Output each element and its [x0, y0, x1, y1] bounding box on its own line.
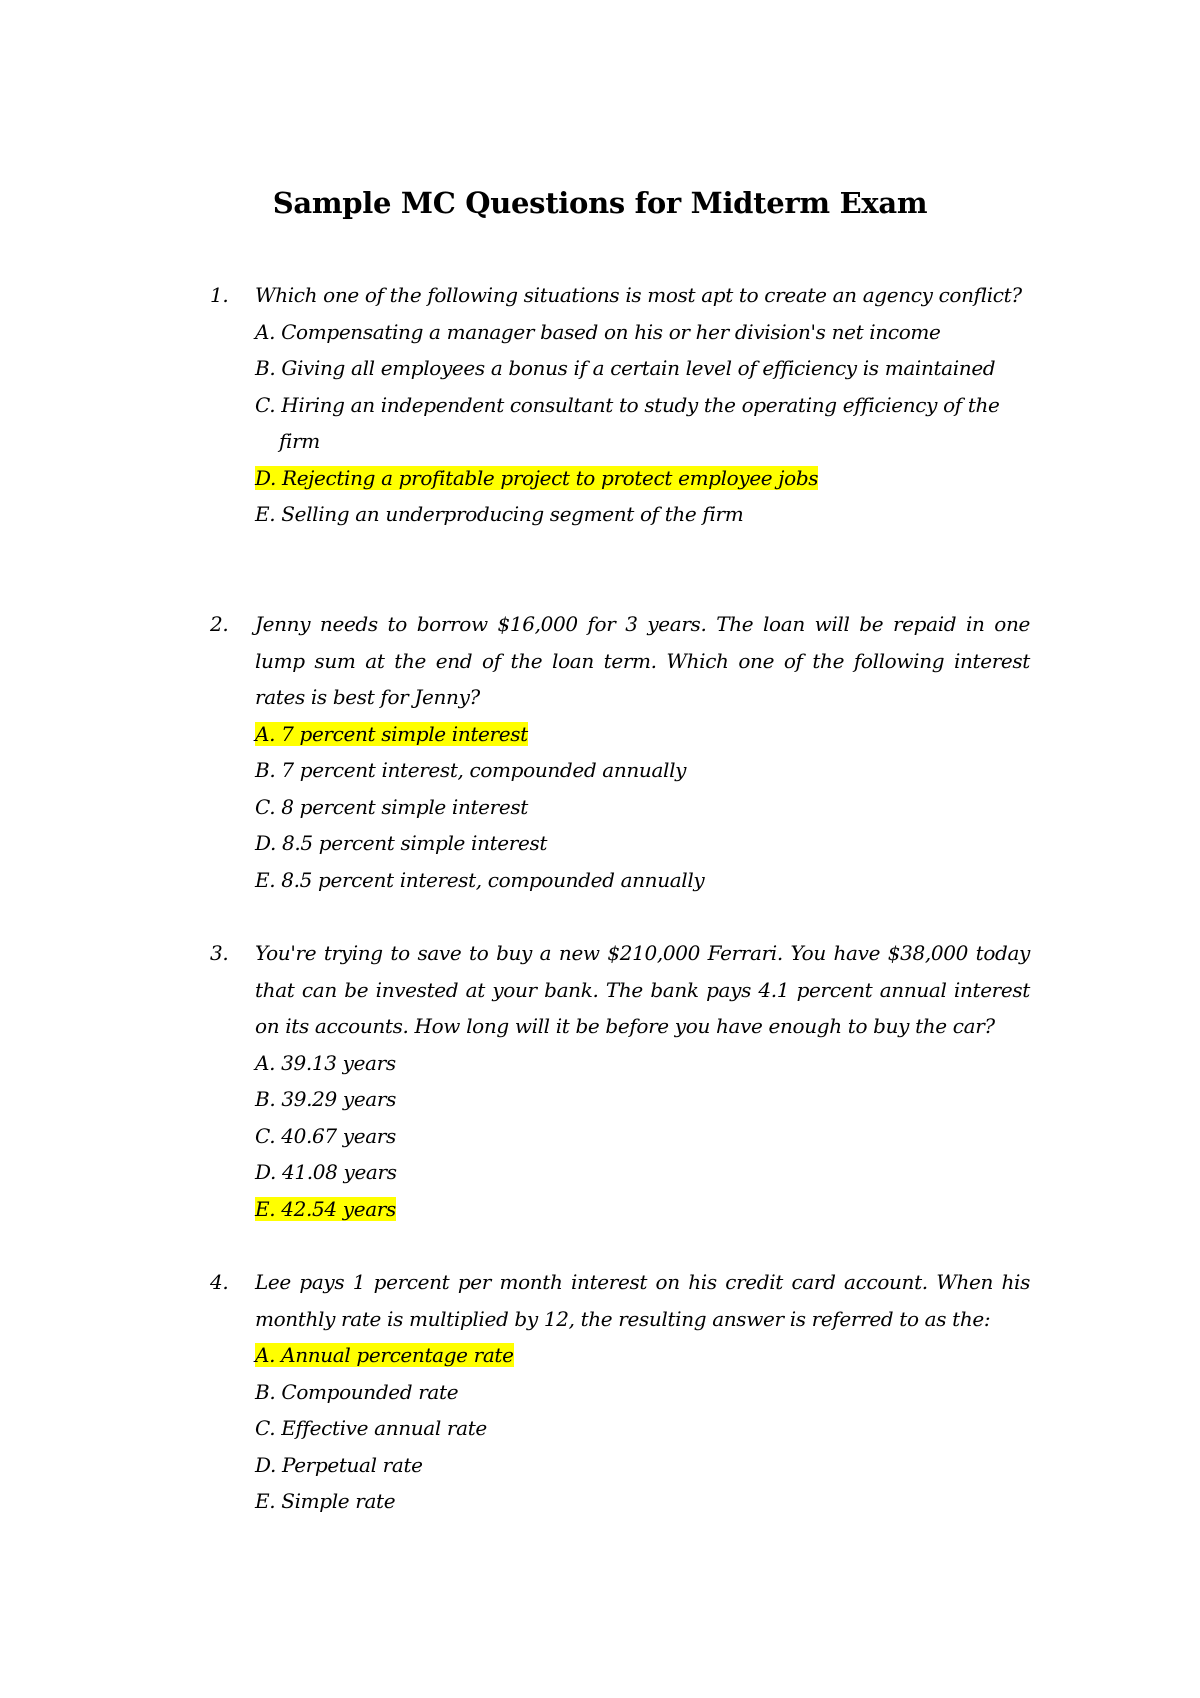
option-e [255, 1483, 1030, 1520]
option-c [255, 1410, 1030, 1447]
question-2 [210, 606, 1030, 898]
question-3 [210, 935, 1030, 1227]
option-label: D. 8.5 percent simple interest [255, 831, 548, 855]
option-b [255, 1374, 1030, 1411]
question-text: Jenny needs to borrow $16,000 for 3 years. The loan will be repaid in one lump sum at the end of the loan term. Which one of the following interest rates is best for Jenny? [255, 612, 1030, 709]
question-4-options [210, 1337, 1030, 1520]
option-d [255, 1154, 1030, 1191]
option-b [255, 752, 1030, 789]
option-c [255, 789, 1030, 826]
option-d [255, 460, 1030, 497]
option-label: D. Rejecting a profitable project to protect employee jobs [255, 465, 819, 490]
question-2-stem [210, 606, 1030, 716]
question-1-options [210, 314, 1030, 533]
option-label: E. 8.5 percent interest, compounded annually [255, 867, 705, 892]
option-label: B. Giving all employees a bonus if a certain level of efficiency is maintained [255, 356, 996, 380]
question-number: 2. [210, 612, 229, 636]
question-3-stem [210, 935, 1030, 1045]
question-text: Lee pays 1 percent per month interest on his credit card account. When his monthly rate is multiplied by 12, the resulting answer is referred to as the: [255, 1270, 1030, 1331]
option-c [255, 1118, 1030, 1155]
question-text: You're trying to save to buy a new $210,000 Ferrari. You have $38,000 today that can be invested at your bank. The bank pays 4.1 percent annual interest on its accounts. How long will it be before you have enough to buy the car? [255, 941, 1030, 1038]
option-label: C. Effective annual rate [255, 1416, 487, 1440]
option-label: D. Perpetual rate [255, 1452, 423, 1477]
question-4 [210, 1264, 1030, 1520]
option-label: C. Hiring an independent consultant to study the operating efficiency of the firm [255, 392, 1000, 453]
option-label: D. 41.08 years [255, 1160, 397, 1184]
option-label: A. 7 percent simple interest [255, 721, 528, 746]
question-1-stem [210, 277, 1030, 314]
option-label: B. Compounded rate [255, 1379, 459, 1404]
option-d [255, 825, 1030, 862]
option-label: E. 42.54 years [255, 1196, 396, 1221]
option-c [255, 387, 1030, 460]
question-2-options [210, 716, 1030, 899]
question-3-options [210, 1045, 1030, 1228]
option-label: E. Simple rate [255, 1489, 396, 1513]
option-a [255, 716, 1030, 753]
option-label: C. 8 percent simple interest [255, 794, 528, 819]
question-1 [210, 277, 1030, 533]
option-a [255, 1337, 1030, 1374]
option-e [255, 496, 1030, 533]
page-title: Sample MC Questions for Midterm Exam [272, 186, 928, 220]
option-label: B. 39.29 years [255, 1087, 397, 1111]
option-a [255, 314, 1030, 351]
question-text: Which one of the following situations is most apt to create an agency conflict? [255, 283, 1022, 307]
option-label: E. Selling an underproducing segment of the firm [255, 502, 744, 526]
question-number: 3. [210, 941, 229, 965]
question-number: 1. [210, 283, 229, 307]
option-label: C. 40.67 years [255, 1123, 396, 1148]
option-b [255, 1081, 1030, 1118]
option-label: A. Annual percentage rate [255, 1343, 514, 1367]
option-d [255, 1447, 1030, 1484]
option-label: B. 7 percent interest, compounded annually [255, 758, 687, 782]
option-a [255, 1045, 1030, 1082]
option-e [255, 862, 1030, 899]
option-b [255, 350, 1030, 387]
question-number: 4. [210, 1270, 229, 1294]
question-4-stem [210, 1264, 1030, 1337]
option-e [255, 1191, 1030, 1228]
option-label: A. 39.13 years [255, 1050, 396, 1075]
option-label: A. Compensating a manager based on his or her division's net income [255, 319, 941, 344]
